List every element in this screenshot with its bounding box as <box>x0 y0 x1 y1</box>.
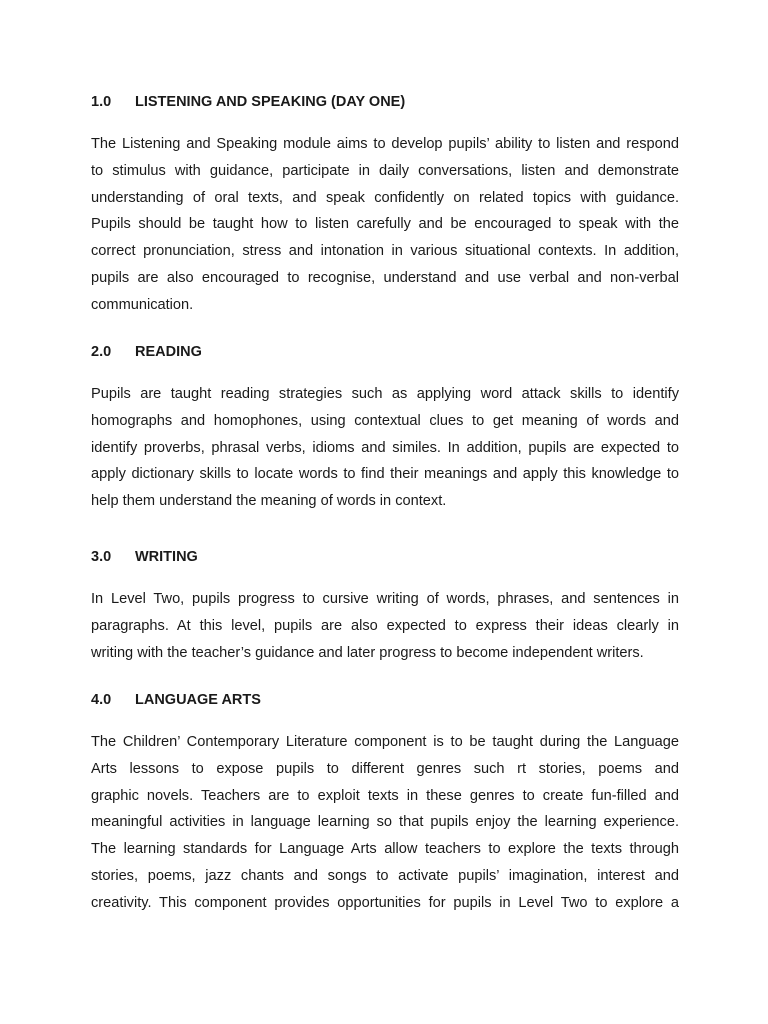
section-number: 3.0 <box>91 549 112 565</box>
paragraph-line: The learning standards for Language Arts allow teachers to explore the texts through <box>91 841 679 858</box>
section-paragraph <box>91 729 679 917</box>
paragraph-line: apply dictionary skills to locate words to find their meanings and apply this knowledge to <box>91 466 679 483</box>
paragraph-line: stories, poems, jazz chants and songs to activate pupils’ imagination, interest and <box>91 867 679 884</box>
section-heading <box>91 342 679 362</box>
section-number: 2.0 <box>91 344 112 360</box>
section-heading <box>91 690 679 710</box>
section-title: READING <box>135 344 202 360</box>
paragraph-line: paragraphs. At this level, pupils are also expected to express their ideas clearly in <box>91 617 679 634</box>
section-title: WRITING <box>135 549 198 565</box>
paragraph-line: identify proverbs, phrasal verbs, idioms and similes. In addition, pupils are expected to <box>91 439 679 456</box>
section-writing <box>91 547 679 666</box>
paragraph-line: correct pronunciation, stress and intonation in various situational contexts. In addition, <box>91 243 679 260</box>
section-title: LISTENING AND SPEAKING (DAY ONE) <box>135 94 406 110</box>
paragraph-line: writing with the teacher’s guidance and later progress to become independent writers. <box>91 644 644 661</box>
paragraph-line: homographs and homophones, using contextual clues to get meaning of words and <box>91 412 679 429</box>
paragraph-line: Pupils should be taught how to listen carefully and be encouraged to speak with the <box>91 216 679 233</box>
paragraph-line: Arts lessons to expose pupils to different genres such rt stories, poems and <box>91 760 679 777</box>
section-language-arts <box>91 690 679 917</box>
section-number: 1.0 <box>91 94 112 110</box>
section-heading <box>91 92 679 112</box>
paragraph-line: Pupils are taught reading strategies such as applying word attack skills to identify <box>91 386 679 402</box>
section-heading <box>91 547 679 567</box>
paragraph-line: communication. <box>91 296 194 313</box>
paragraph-line: graphic novels. Teachers are to exploit texts in these genres to create fun-filled and <box>91 787 679 804</box>
section-listening-speaking <box>91 92 679 319</box>
paragraph-line: In Level Two, pupils progress to cursive writing of words, phrases, and sentences in <box>91 591 679 607</box>
section-paragraph <box>91 586 679 666</box>
paragraph-line: The Children’ Contemporary Literature component is to be taught during the Language <box>91 734 679 750</box>
section-paragraph <box>91 381 679 515</box>
paragraph-line: creativity. This component provides opportunities for pupils in Level Two to explore a <box>91 894 679 911</box>
paragraph-line: pupils are also encouraged to recognise, understand and use verbal and non-verbal <box>91 269 679 286</box>
section-title: LANGUAGE ARTS <box>135 692 261 708</box>
section-paragraph <box>91 131 679 319</box>
paragraph-line: help them understand the meaning of words in context. <box>91 493 447 510</box>
section-reading <box>91 342 679 515</box>
section-number: 4.0 <box>91 692 112 708</box>
paragraph-line: The Listening and Speaking module aims to develop pupils’ ability to listen and respond <box>91 136 679 152</box>
paragraph-line: understanding of oral texts, and speak confidently on related topics with guidance. <box>91 189 679 206</box>
paragraph-line: meaningful activities in language learning so that pupils enjoy the learning experience. <box>91 814 679 831</box>
paragraph-line: to stimulus with guidance, participate in daily conversations, listen and demonstrate <box>91 162 679 179</box>
